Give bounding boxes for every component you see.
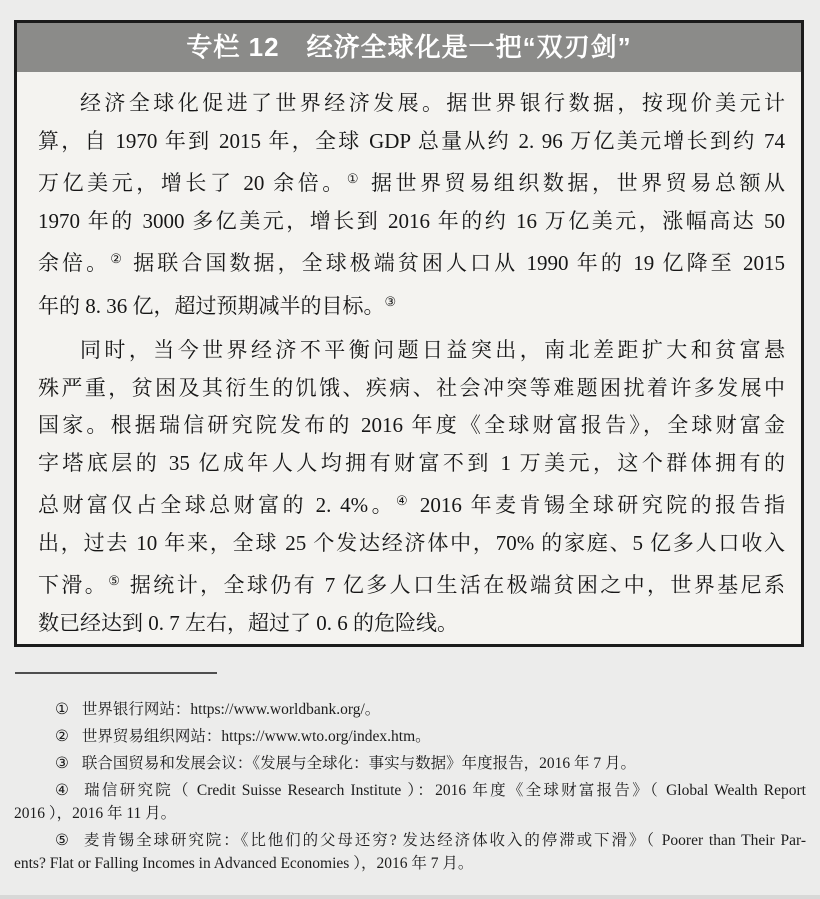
page-bottom-edge bbox=[0, 895, 820, 899]
body-line: 出，过去 10 年来，全球 25 个发达经济体中，70% 的家庭、5 亿多人口收入 bbox=[38, 530, 785, 555]
footnote-marker: ① bbox=[55, 701, 69, 718]
column-body bbox=[17, 72, 801, 642]
box-paragraph-1 bbox=[38, 85, 785, 325]
body-line: 算，自 1970 年到 2015 年，全球 GDP 总量从约 2. 96 万亿美元增长到约 74 bbox=[38, 128, 785, 153]
footnote-separator bbox=[15, 672, 217, 674]
footnote-line-continuation bbox=[14, 802, 806, 825]
box-paragraph-2 bbox=[38, 332, 785, 642]
footnote-line bbox=[14, 829, 806, 852]
footnote-ref-5: ⑤ bbox=[108, 573, 123, 588]
column-box bbox=[14, 20, 804, 647]
body-line: 字塔底层的 35 亿成年人人均拥有财富不到 1 万美元，这个群体拥有的 bbox=[38, 450, 785, 475]
footnote-text: ents? Flat or Falling Incomes in Advanced Economies ），2016 年 7 月。 bbox=[14, 855, 474, 872]
footnote-text: 联合国贸易和发展会议：《发展与全球化：事实与数据》年度报告，2016 年 7 月。 bbox=[81, 755, 637, 772]
footnote-text: 世界银行网站：https://www.worldbank.org/。 bbox=[81, 701, 381, 718]
footnote-line-continuation bbox=[14, 852, 806, 875]
footnote-text: 瑞信研究院（ Credit Suisse Research Institute ）：2016 年度《全球财富报告》（ Global Wealth Report bbox=[84, 782, 806, 799]
body-line: 经济全球化促进了世界经济发展。据世界银行数据，按现价美元计 bbox=[80, 91, 785, 115]
footnote-text: 世界贸易组织网站：https://www.wto.org/index.htm。 bbox=[81, 728, 431, 745]
body-line: 殊严重，贫困及其衍生的饥饿、疾病、社会冲突等难题困扰着许多发展中 bbox=[38, 375, 785, 400]
footnote-line bbox=[14, 752, 806, 775]
body-line: 下滑。⑤ 据统计，全球仍有 7 亿多人口生活在极端贫困之中，世界基尼系 bbox=[38, 573, 786, 597]
body-line: 万亿美元，增长了 20 余倍。① 据世界贸易组织数据，世界贸易总额从 bbox=[38, 171, 786, 195]
footnotes-section bbox=[14, 664, 806, 879]
body-line: 总财富仅占全球总财富的 2. 4%。④ 2016 年麦肯锡全球研究院的报告指 bbox=[38, 493, 785, 517]
footnote-line bbox=[14, 725, 806, 748]
footnote-text: 2016 ），2016 年 11 月。 bbox=[14, 805, 177, 822]
body-line: 国家。根据瑞信研究院发布的 2016 年度《全球财富报告》，全球财富金 bbox=[38, 413, 785, 437]
footnote-line bbox=[14, 698, 806, 721]
body-line: 年的 8. 36 亿，超过预期减半的目标。③ bbox=[38, 293, 397, 318]
footnote-ref-2: ② bbox=[110, 251, 125, 266]
body-line: 同时，当今世界经济不平衡问题日益突出，南北差距扩大和贫富悬 bbox=[80, 338, 785, 362]
footnote-marker: ② bbox=[55, 728, 69, 745]
footnote-marker: ④ bbox=[55, 782, 72, 799]
column-title: 专栏 12 经济全球化是一把“双刃剑” bbox=[17, 23, 801, 72]
body-line: 余倍。② 据联合国数据，全球极端贫困人口从 1990 年的 19 亿降至 2015 bbox=[38, 251, 786, 275]
footnote-marker: ⑤ bbox=[55, 832, 71, 849]
footnote-ref-1: ① bbox=[346, 171, 363, 186]
footnote-ref-4: ④ bbox=[396, 493, 412, 508]
body-line: 数已经达到 0. 7 左右，超过了 0. 6 的危险线。 bbox=[38, 610, 458, 635]
footnote-marker: ③ bbox=[55, 755, 69, 772]
footnote-ref-3: ③ bbox=[384, 293, 397, 309]
footnote-list bbox=[14, 698, 806, 875]
footnote-line bbox=[14, 779, 806, 802]
body-line: 1970 年的 3000 多亿美元，增长到 2016 年的约 16 万亿美元，涨幅高达 50 bbox=[38, 208, 785, 233]
footnote-text: 麦肯锡全球研究院：《比他们的父母还穷? 发达经济体收入的停滞或下滑》（ Poorer than Their Par- bbox=[83, 832, 806, 849]
